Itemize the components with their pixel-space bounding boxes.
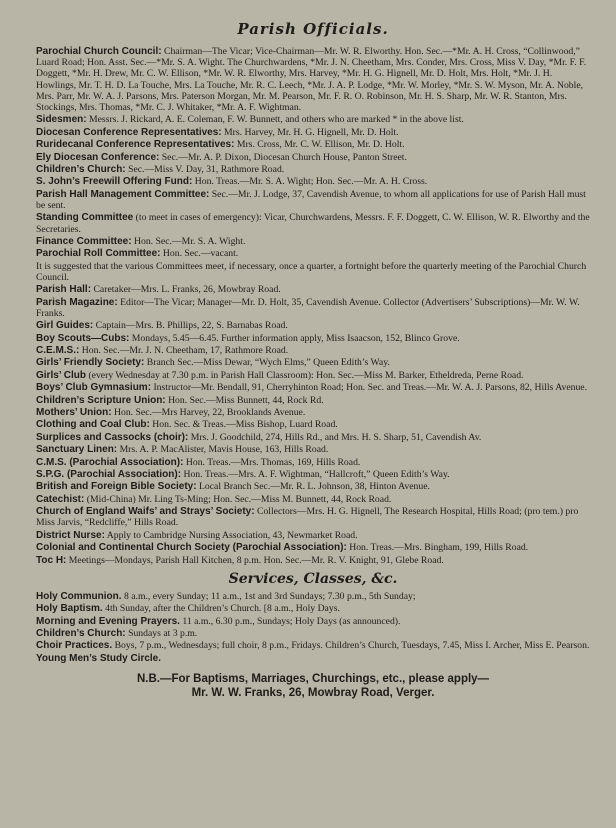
service-text: Boys, 7 p.m., Wednesdays; full choir, 8 p.m., Fridays. Children’s Church, Tuesdays, 7.45, Miss I. Archer, Miss E. Pearson. [114,640,590,652]
official-label: Girl Guides: [36,320,94,332]
official-text: Mrs. A. P. MacAlister, Mavis House, 163, Hills Road. [119,444,329,456]
official-entry [36,46,590,113]
official-text: (to meet in cases of emergency): Vicar, Churchwardens, Messrs. F. F. Doggett, C. W. Ellison, W. R. Elworthy and the Secretaries. [36,212,590,235]
official-entry [36,333,590,344]
official-entry [36,297,590,319]
official-entry [36,469,590,480]
service-entry [36,603,590,614]
service-label: Choir Practices. [36,640,113,652]
official-text: (Mid-China) Mr. Ling Ts-Ming; Hon. Sec.—Miss M. Bunnett, 44, Rock Road. [86,493,392,505]
official-label: Boy Scouts—Cubs: [36,332,130,344]
official-label: Diocesan Conference Representatives: [36,126,222,138]
official-label: Parochial Roll Committee: [36,248,161,260]
nb-line-1: N.B.—For Baptisms, Marriages, Churchings, etc., please apply— [136,672,490,685]
official-entry [36,176,590,187]
official-label: Toc H: [36,554,67,566]
official-text: Sec.—Miss V. Day, 31, Rathmore Road. [128,163,285,175]
official-label: Colonial and Continental Church Society (Parochial Association): [36,542,347,554]
official-entry [36,357,590,368]
official-entry [36,494,590,505]
official-text: Apply to Cambridge Nursing Association, 43, Newmarket Road. [106,529,358,541]
official-text: Sec.—Mr. A. P. Dixon, Diocesan Church House, Panton Street. [161,151,407,163]
official-entry [36,261,590,283]
official-text: Hon. Sec.—Mrs Harvey, 22, Brooklands Avenue. [113,407,306,419]
official-label: Children’s Church: [36,163,126,175]
official-label: Parochial Church Council: [36,46,162,57]
official-text: (every Wednesday at 7.30 p.m. in Parish Hall Classroom): Hon. Sec.—Miss M. Barker, Etheldreda, Perne Road. [88,369,524,381]
official-text: It is suggested that the various Committees meet, if necessary, once a quarter, a fortnight before the quarterly meeting of the Parochial Church Council. [36,260,587,283]
official-entry [36,481,590,492]
service-entry [36,591,590,602]
official-label: Sidesmen: [36,114,87,126]
services-list [36,591,590,664]
official-text: Collectors—Mrs. H. G. Hignell, The Research Hospital, Hills Road; (pro tem.) pro Miss Jarvis, “Redcliffe,” Hills Road. [36,506,579,529]
official-entry [36,139,590,150]
official-entry [36,114,590,125]
service-label: Young Men’s Study Circle. [36,652,162,664]
official-text: Meetings—Mondays, Parish Hall Kitchen, 8 p.m. Hon. Sec.—Mr. R. V. Knight, 91, Glebe Road. [68,554,444,566]
official-entry [36,320,590,331]
officials-list [36,46,590,566]
official-text: Hon. Sec.—Mr. J. N. Cheetham, 17, Rathmore Road. [81,345,289,357]
official-label: Children’s Scripture Union: [36,394,166,406]
official-entry [36,212,590,234]
service-label: Holy Communion. [36,590,122,602]
official-entry [36,248,590,259]
nb-line-2: Mr. W. W. Franks, 26, Mowbray Road, Verger. [191,686,435,699]
official-label: Church of England Waifs’ and Strays’ Society: [36,506,255,518]
official-entry [36,127,590,138]
official-label: S. John’s Freewill Offering Fund: [36,176,193,188]
official-text: Chairman—The Vicar; Vice-Chairman—Mr. W. R. Elworthy. Hon. Sec.—*Mr. A. H. Cross, “Collinwood,” Luard Road; Hon. Asst. Sec.—*Mr. S. A. Wight. The Churchwardens, *Mr. J. N. Cheetham, Mrs. Conder, Mrs. Cross, Miss V. Day, *Mr. F. F. Doggett, *Mr. H. Drew, Mr. C. W. Ellison, *Mr. W. R. Elworthy, Mrs. Harvey, *Mr. H. G. Hignell, Mr. D. Holt, Mrs. Holt, *Mr. J. H. Howlings, Mr. T. H. D. La Touche, Mrs. La Touche, Mr. R. C. Leech, *Mr. J. A. P. Lodge, *Mr. W. Morley, *Mr. S. W. Myson, Mr. A. Noble, Mrs. Parr, Mr. W. A. J. Parsons, Mrs. Paterson Morgan, Mr. M. Pearson, Mr. F. R. O. Robinson, Mr. H. S. Sharp, Mr. W. R. Stanton, Mrs. Stockings, Mrs. Thomas, *Mr. C. J. Whitaker, *Mr. A. F. Wightman. [36,46,587,114]
official-label: British and Foreign Bible Society: [36,481,197,493]
services-title: Services, Classes, &c. [228,570,398,587]
official-entry [36,395,590,406]
official-text: Hon. Treas.—Mrs. Bingham, 199, Hills Road. [349,542,529,554]
official-text: Hon. Sec.—Miss Bunnett, 44, Rock Rd. [168,394,324,406]
official-label: Parish Hall Management Committee: [36,188,210,200]
official-text: Mrs. J. Goodchild, 274, Hills Rd., and Mrs. H. S. Sharp, 51, Cavendish Av. [190,431,482,443]
official-text: Mrs. Harvey, Mr. H. G. Hignell, Mr. D. Holt. [224,126,399,138]
official-entry [36,444,590,455]
official-entry [36,506,590,528]
official-label: Clothing and Coal Club: [36,419,150,431]
official-text: Hon. Treas.—Mrs. A. F. Wightman, “Hallcroft,” Queen Edith’s Way. [183,468,450,480]
official-text: Hon. Treas.—Mrs. Thomas, 169, Hills Road. [185,456,361,468]
official-text: Instructor—Mr. Bendall, 91, Cherryhinton Road; Hon. Sec. and Treas.—Mr. W. A. J. Parsons, 82, Hills Avenue. [153,382,588,394]
official-label: District Nurse: [36,529,105,541]
official-text: Branch Sec.—Miss Dewar, “Wych Elms,” Queen Edith’s Way. [146,357,390,369]
official-label: S.P.G. (Parochial Association): [36,468,182,480]
service-label: Holy Baptism. [36,603,103,615]
official-label: Girls’ Club [36,369,87,381]
official-text: Mondays, 5.45—6.45. Further information apply, Miss Isaacson, 152, Blinco Grove. [131,332,460,344]
official-label: Sanctuary Linen: [36,444,118,456]
official-entry [36,382,590,393]
official-entry [36,432,590,443]
official-entry [36,555,590,566]
official-label: Parish Hall: [36,284,92,296]
official-text: Captain—Mrs. B. Phillips, 22, S. Barnabas Road. [95,320,288,332]
service-label: Morning and Evening Prayers. [36,615,180,627]
official-entry [36,284,590,295]
official-entry [36,164,590,175]
official-entry [36,457,590,468]
service-text: 11 a.m., 6.30 p.m., Sundays; Holy Days (as announced). [182,615,401,627]
official-text: Editor—The Vicar; Manager—Mr. D. Holt, 35, Cavendish Avenue. Collector (Advertisers’ Subscriptions)—Mr. W. W. Franks. [36,296,580,319]
official-entry [36,189,590,211]
official-entry [36,370,590,381]
official-text: Hon. Sec.—Mr. S. A. Wight. [134,235,246,247]
official-label: Boys’ Club Gymnasium: [36,382,152,394]
service-text: 4th Sunday, after the Children’s Church. [8 a.m., Holy Days. [105,603,340,615]
official-text: Local Branch Sec.—Mr. R. L. Johnson, 38, Hinton Avenue. [199,481,430,493]
official-entry [36,530,590,541]
service-text: Sundays at 3 p.m. [128,627,198,639]
service-entry [36,616,590,627]
official-label: Ely Diocesan Conference: [36,151,160,163]
official-label: Mothers’ Union: [36,407,112,419]
service-text: 8 a.m., every Sunday; 11 a.m., 1st and 3rd Sundays; 7.30 p.m., 5th Sunday; [123,590,416,602]
official-label: Standing Committee [36,212,134,224]
official-text: Hon. Sec. & Treas.—Miss Bishop, Luard Road. [152,419,338,431]
official-text: Sec.—Mr. J. Lodge, 37, Cavendish Avenue, to whom all applications for use of Parish Hall must be sent. [36,188,586,211]
nb-notice [36,672,590,700]
official-entry [36,152,590,163]
official-text: Mrs. Cross, Mr. C. W. Ellison, Mr. D. Holt. [236,139,405,151]
official-text: Hon. Sec.—vacant. [162,248,239,260]
official-label: Catechist: [36,493,85,505]
official-label: Surplices and Cassocks (choir): [36,431,189,443]
official-entry [36,345,590,356]
page-title: Parish Officials. [237,20,389,38]
service-entry [36,640,590,651]
official-label: Finance Committee: [36,235,132,247]
official-entry [36,419,590,430]
official-entry [36,236,590,247]
official-entry [36,407,590,418]
official-label: Girls’ Friendly Society: [36,357,145,369]
official-text: Caretaker—Mrs. L. Franks, 26, Mowbray Road. [93,284,281,296]
official-text: Messrs. J. Rickard, A. E. Coleman, F. W. Bunnett, and others who are marked * in the above list. [89,114,464,126]
service-entry [36,653,590,664]
service-label: Children’s Church: [36,627,126,639]
service-entry [36,628,590,639]
official-entry [36,542,590,553]
official-label: Ruridecanal Conference Representatives: [36,139,235,151]
official-label: Parish Magazine: [36,296,118,308]
official-label: C.E.M.S.: [36,345,80,357]
official-label: C.M.S. (Parochial Association): [36,456,184,468]
official-text: Hon. Treas.—Mr. S. A. Wight; Hon. Sec.—Mr. A. H. Cross. [194,176,428,188]
